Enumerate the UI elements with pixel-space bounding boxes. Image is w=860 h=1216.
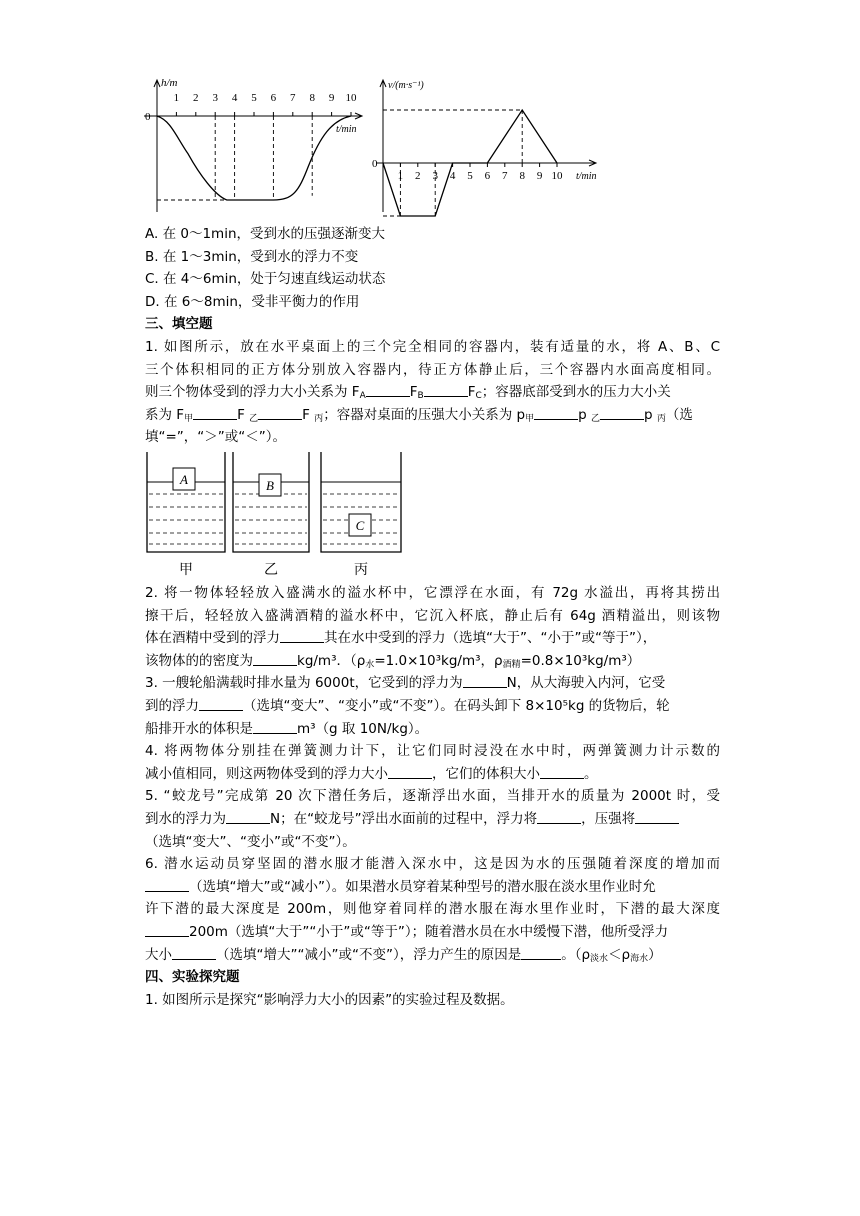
answer-blank[interactable] xyxy=(253,721,297,734)
questions-block xyxy=(145,582,720,1011)
x-tick-label: 5 xyxy=(467,170,473,182)
q6-text: 大小 xyxy=(145,946,172,963)
q1-text: 则三个物体受到的浮力大小关系为 F xyxy=(145,384,360,401)
answer-blank[interactable] xyxy=(193,407,237,420)
q3-text: m³（g 取 10N/kg）。 xyxy=(297,720,429,737)
q3-text: N，从大海驶入内河，它受 xyxy=(506,675,666,692)
sub-jia: 甲 xyxy=(184,413,194,424)
answer-blank[interactable] xyxy=(388,766,432,779)
x-tick-label: 9 xyxy=(328,92,335,104)
answer-blank[interactable] xyxy=(226,811,270,824)
answer-blank[interactable] xyxy=(172,947,216,960)
answer-blank[interactable] xyxy=(280,630,324,643)
cube-label: A xyxy=(180,472,188,487)
q6-text: ＜ρ xyxy=(608,946,631,963)
q6-text: 。（ρ xyxy=(561,946,591,963)
q5-text: N；在“蛟龙号”浮出水面前的过程中，浮力将 xyxy=(270,810,538,827)
answer-blank[interactable] xyxy=(635,811,679,824)
q3-line-1 xyxy=(145,672,720,695)
q6-line-5 xyxy=(145,944,720,967)
answer-blank[interactable] xyxy=(540,766,584,779)
q6-line-4 xyxy=(145,921,720,944)
answer-blank[interactable] xyxy=(424,384,468,397)
sub-bing: 丙 xyxy=(656,413,666,424)
answer-blank[interactable] xyxy=(145,924,189,937)
x-tick-label: 2 xyxy=(193,92,199,104)
option-a: A. 在 0～1min，受到水的压强逐渐变大 xyxy=(145,226,386,242)
y-axis-label: v/(m·s⁻¹) xyxy=(388,80,424,91)
q1-line-5: 填“=”，“＞”或“＜”）。 xyxy=(145,429,287,446)
option-b: B. 在 1～3min，受到水的浮力不变 xyxy=(145,248,359,265)
answer-blank[interactable] xyxy=(199,698,243,711)
q6-text: （选填“增大”或“减小”）。如果潜水员穿着某种型号的潜水服在淡水里作业时允 xyxy=(189,878,656,895)
q3-text: 到的浮力 xyxy=(145,697,199,714)
q1-line-1: 1. 如图所示，放在水平桌面上的三个完全相同的容器内，装有适量的水，将 A、B、C xyxy=(145,338,720,355)
x-tick-label: 1 xyxy=(397,170,404,182)
sub-c: C xyxy=(475,391,482,402)
x-tick-label: 7 xyxy=(502,170,508,182)
q1-line-3: 则三个物体受到的浮力大小关系为 $F_A$ $F_B$ $F_C$；容器底部受到水的压力大小关 xyxy=(145,384,671,402)
depth-time-graph xyxy=(140,72,370,218)
sub-jia: 甲 xyxy=(525,413,535,424)
q2-text: 该物体的的密度为 xyxy=(145,652,253,669)
container-wall xyxy=(321,452,401,552)
x-tick-label: 4 xyxy=(449,170,456,182)
q2-text: =0.8×10³kg/m³） xyxy=(520,652,641,669)
q1-line-2: 三个体积相同的正方体分别放入容器内，待正方体静止后，三个容器内水面高度相同。 xyxy=(145,361,720,378)
q1-text: ；容器底部受到水的压力大小关 xyxy=(481,384,671,401)
sub-yi: 乙 xyxy=(591,413,601,424)
x-tick-label: 7 xyxy=(290,92,296,104)
x-tick-label: 6 xyxy=(484,170,491,182)
sub-alcohol: 酒精 xyxy=(502,659,521,670)
q5-text: ，压强将 xyxy=(581,810,636,827)
sub-bing: 丙 xyxy=(314,413,324,424)
answer-blank[interactable] xyxy=(463,675,507,688)
q1-text: 系为 F xyxy=(145,406,185,423)
q3-line-2 xyxy=(145,695,720,718)
container-caption: 乙 xyxy=(264,563,278,578)
y-axis-label: h/m xyxy=(161,77,178,89)
x-tick-label: 1 xyxy=(173,92,180,104)
answer-blank[interactable] xyxy=(534,407,578,420)
answer-blank[interactable] xyxy=(258,407,302,420)
section-heading-experiment: 四、实验探究题 xyxy=(145,969,240,986)
container-caption: 甲 xyxy=(179,563,193,578)
sub-water: 水 xyxy=(365,659,375,670)
velocity-time-graph xyxy=(366,72,616,218)
sub-sea-water: 海水 xyxy=(630,953,649,964)
x-tick-label: 8 xyxy=(309,92,315,104)
answer-blank[interactable] xyxy=(600,407,644,420)
x-tick-label: 4 xyxy=(231,92,238,104)
answer-blank[interactable] xyxy=(521,947,561,960)
q2-line-1: 2. 将一物体轻轻放入盛满水的溢水杯中，它漂浮在水面，有 72g 水溢出，再将其捞出 xyxy=(145,585,720,601)
y-tick-label: 0 xyxy=(145,111,151,123)
section-heading-fill-blank: 三、填空题 xyxy=(145,316,213,333)
y-tick-label: 0 xyxy=(372,158,378,170)
answer-blank[interactable] xyxy=(537,811,581,824)
x-tick-label: 6 xyxy=(270,92,277,104)
q6-line-2 xyxy=(145,876,720,899)
x-tick-label: 3 xyxy=(212,92,218,104)
option-c: C. 在 4～6min，处于匀速直线运动状态 xyxy=(145,271,386,288)
q5-text: 到水的浮力为 xyxy=(145,810,226,827)
q2-text: 其在水中受到的浮力（选填“大于”、“小于”或“等于”）， xyxy=(324,630,657,647)
q4-text: 。 xyxy=(584,765,598,782)
three-containers-figure xyxy=(143,450,408,580)
x-tick-label: 2 xyxy=(415,170,421,182)
answer-blank[interactable] xyxy=(145,879,189,892)
option-d: D. 在 6～8min，受非平衡力的作用 xyxy=(145,293,360,310)
depth-curve xyxy=(157,116,351,200)
q5-line-2 xyxy=(145,808,720,831)
q2-text: 体在酒精中受到的浮力 xyxy=(145,630,280,647)
sub-fresh-water: 淡水 xyxy=(590,953,609,964)
x-axis-label: t/min xyxy=(576,171,597,182)
answer-blank[interactable] xyxy=(366,384,410,397)
q6-text: 200m（选填“大于”“小于”或“等于”）；随着潜水员在水中缓慢下潜，他所受浮力 xyxy=(189,923,669,940)
container-wall xyxy=(233,452,309,552)
q1-text: ；容器对桌面的压强大小关系为 p xyxy=(323,406,526,423)
sub-b: B xyxy=(417,391,424,402)
cube-label: B xyxy=(266,478,274,493)
q3-line-3 xyxy=(145,718,720,741)
q3-text: （选填“变大”、“变小”或“不变”）。在码头卸下 8×10⁵kg 的货物后，轮 xyxy=(243,697,670,714)
sub-a: A xyxy=(359,391,366,402)
container-caption: 丙 xyxy=(354,563,368,578)
q2-line-4 xyxy=(145,650,720,673)
q3-text: 3. 一艘轮船满载时排水量为 6000t，它受到的浮力为 xyxy=(145,675,463,692)
q7-line-1: 1. 如图所示是探究“影响浮力大小的因素”的实验过程及数据。 xyxy=(145,991,514,1008)
cube-label: C xyxy=(355,518,365,533)
q6-line-1: 6. 潜水运动员穿坚固的潜水服才能潜入深水中，这是因为水的压强随着深度的增加而 xyxy=(145,856,720,873)
q2-text: kg/m³．（ρ xyxy=(297,652,366,669)
q4-line-2 xyxy=(145,763,720,786)
x-tick-label: 10 xyxy=(345,92,357,104)
q6-line-3: 许下潜的最大深度是 200m，则他穿着同样的潜水服在海水里作业时，下潜的最大深度 xyxy=(145,901,720,918)
q6-text: （选填“增大”“减小”或“不变”），浮力产生的原因是 xyxy=(216,946,522,963)
x-tick-label: 3 xyxy=(432,170,438,182)
q5-line-1: 5. “蛟龙号”完成第 20 次下潜任务后，逐渐浮出水面，当排开水的质量为 2000t 时，受 xyxy=(145,788,720,805)
q3-text: 船排开水的体积是 xyxy=(145,720,253,737)
x-tick-label: 9 xyxy=(536,170,543,182)
q5-line-3: （选填“变大”、“变小”或“不变”）。 xyxy=(145,833,356,850)
q4-line-1: 4. 将两物体分别挂在弹簧测力计下，让它们同时浸没在水中时，两弹簧测力计示数的 xyxy=(145,743,720,760)
answer-blank[interactable] xyxy=(253,653,297,666)
q6-text: ） xyxy=(648,946,662,963)
q1-text: （选 xyxy=(665,406,693,423)
q1-line-4: 系为 $F_甲$ F $_乙$ F $_丙$；容器对桌面的压强大小关系为 $p_甲$ p $_乙$ p $_丙$（选 xyxy=(145,406,693,424)
container-wall xyxy=(147,452,225,552)
x-tick-label: 10 xyxy=(551,170,563,182)
options-block xyxy=(145,223,720,449)
x-tick-label: 5 xyxy=(251,92,257,104)
q4-text: ，它们的体积大小 xyxy=(432,765,540,782)
sub-yi: 乙 xyxy=(249,413,259,424)
q2-line-2: 擦干后，轻轻放入盛满酒精的溢水杯中，它沉入杯底，静止后有 64g 酒精溢出，则该物 xyxy=(145,607,720,624)
x-tick-label: 8 xyxy=(519,170,525,182)
q2-text: =1.0×10³kg/m³，ρ xyxy=(374,652,503,669)
x-axis-label: t/min xyxy=(336,124,357,135)
q4-text: 减小值相同，则这两物体受到的浮力大小 xyxy=(145,765,388,782)
q2-line-3 xyxy=(145,627,720,650)
